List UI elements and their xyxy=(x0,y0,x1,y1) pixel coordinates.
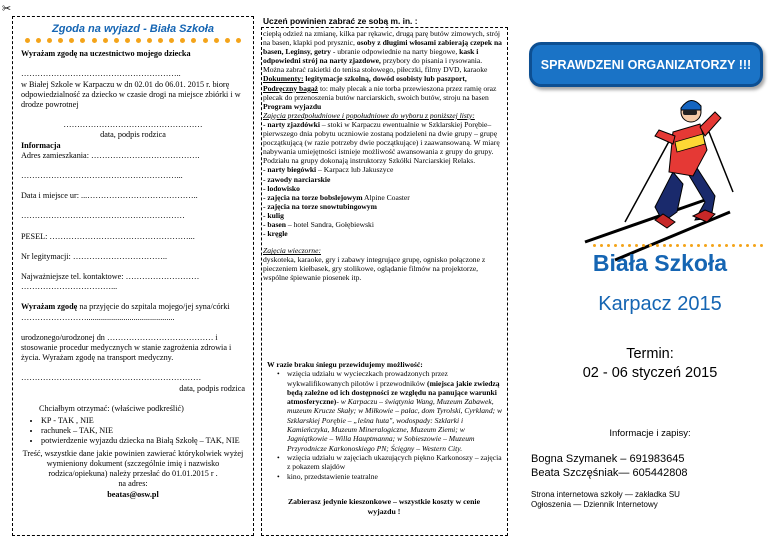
pocket-money-note: Zabierasz jedynie kieszonkowe – wszystkie koszty w cenie wyjazdu ! xyxy=(287,497,481,516)
info-heading: Informacja xyxy=(21,140,61,150)
consent-form-panel xyxy=(12,16,254,536)
activities-heading: Zajęcia przedpołudniowe i popołudniowe do wyboru z poniższej listy: xyxy=(263,110,475,120)
contact-item: Beata Szczęśniak— 605442808 xyxy=(531,467,688,479)
birth-blank: …………………………………………………… xyxy=(21,211,185,221)
cover-subtitle: Karpacz 2015 xyxy=(598,293,722,315)
receipt-heading: Chciałbym otrzymać: (właściwe podkreślić) xyxy=(39,403,184,413)
info-label: Informacje i zapisy: xyxy=(609,428,691,439)
list-item: • kino, przedstawienie teatralne xyxy=(277,472,503,481)
scissors-icon: ✂ xyxy=(2,2,12,15)
organizers-banner: SPRAWDZENI ORGANIZATORZY !!! xyxy=(529,42,763,87)
signature-label-2: data, podpis rodzica xyxy=(179,383,245,393)
list-item: • KP - TAK , NIE xyxy=(41,416,245,426)
list-item: • wzięcia udziału w wycieczkach prowadzonych przez wykwalifikowanych pilotów i przewodników (miejsca jakie zwiedzą będą zależne od ich dostępności ze względu na panujące warunki atmosferyczne)- w Karpaczu – świątynia Wang, Muzeum Zabawek, muzeum Krucze Skały; w Miłkowie – pałac, dom Tyrolski, Cyrkland; w Szklarskiej Porębie – „leśna huta", wodospady: Szklarki i Kamieńczyka, Muzeum Mineralogiczne, Muzeum Ziemi; w Jagniątkowie – Willa Hauptmanna; w Sobieszowie – Muzeum Przyrodnicze Karkonoskiego PN; Ścięgny – Western City. xyxy=(277,369,503,453)
address-field: Adres zamieszkania: …………………………………. xyxy=(21,150,200,160)
child-name-blank: ………………………………………………….. xyxy=(21,69,181,79)
dotted-divider xyxy=(593,244,763,247)
no-snow-section xyxy=(267,360,503,481)
term-block xyxy=(535,345,765,383)
packing-program-panel xyxy=(261,16,508,536)
activity-item: - zajęcia na torze snowtubingowym xyxy=(263,201,377,211)
address-label: na adres: xyxy=(118,479,148,489)
cover-title: Biała Szkoła xyxy=(592,250,728,276)
activity-item: - zajęcia na torze bobslejowym Alpine Coaster xyxy=(263,192,410,202)
consent-title: Zgoda na wyjazd - Biała Szkoła xyxy=(52,23,214,35)
contact-list xyxy=(531,452,763,480)
pesel-field: PESEL: ……………………………………………... xyxy=(21,231,195,241)
web-line: Strona internetowa szkoły — zakładka SU xyxy=(531,490,680,499)
activity-item: - narty zjazdówki – stoki w Karpaczu ewentualnie w Szklarskiej Porębie– pierwszego dnia pobytu uczniowie zostaną podzieleni na dwie grupy – grupę początkującą (w razie potrzeby dwie początkujące) i zaawansowaną. W miarę nabywania umiejętności istnieje możliwość awansowania z grupy do grupy. Podziału na grupy dokonają instruktorzy Szkółki Narciarskiej Relaks. xyxy=(263,119,500,166)
documents-line: Dokumenty: legitymacje szkolną, dowód osobisty lub paszport, xyxy=(263,74,467,84)
contact-phone-field: Najważniejsze tel. kontaktowe: ……………………… xyxy=(21,272,200,282)
consent-line: Wyrażam zgodę na uczestnictwo mojego dziecka xyxy=(21,49,191,59)
cover-panel xyxy=(515,0,768,543)
packing-list: ciepłą odzież na zmianę, kilka par rękawic, drugą parę butów zimowych, strój na basen, klapki pod prysznic, osoby z długimi włosami zabierają czepek na basen, Leginsy, getry - ubranie odpowiednie na narty biegowe, kask i odpowiedni strój na narty zjazdowe, przybory do pisania i rysowania. Można zabrać rakietki do tenisa stołowego, piłeczki, filmy DVD, karaoke xyxy=(263,29,502,75)
signature-label: data, podpis rodzica xyxy=(100,130,166,140)
activity-item: - kręgle xyxy=(263,229,288,239)
trip-consent-text: w Białej Szkole w Karpaczu w dn 02.01 do 06.01. 2015 r. biorę odpowiedzialność za dziecko w czasie drogi na miejsce zbiórki i w drodze powrotnej xyxy=(21,79,241,110)
packing-text xyxy=(263,29,503,283)
list-item: • rachunek – TAK, NIE xyxy=(41,426,245,436)
term-dates: 02 - 06 styczeń 2015 xyxy=(582,365,718,381)
list-item: • wzięcia udziału w zajęciach ukazujących piękno Karkonoszy – zajęcia z pokazem slajdów xyxy=(277,453,503,472)
receipt-options xyxy=(41,416,245,447)
no-snow-list xyxy=(277,369,503,481)
signature-blank: …………………………………………… xyxy=(63,120,203,130)
activity-item: - zawody narciarskie xyxy=(263,174,331,184)
list-item: • potwierdzenie wyjazdu dziecka na Białą Szkołę – TAK, NIE xyxy=(41,436,245,446)
address-blank: …………………………………………………... xyxy=(21,171,183,181)
program-heading: Program wyjazdu xyxy=(263,101,322,111)
signature-blank-2: ………………………………………………………… xyxy=(21,373,202,383)
luggage-line: Podręczny bagaż to: mały plecak a nie torba przewieszona przez ramię oraz plecak do przenoszenia butów narciarskich, swoich butów, stroju na basen xyxy=(263,83,497,102)
activity-item: - kulig xyxy=(263,210,284,220)
evening-heading: Zajęcia wieczorne: xyxy=(263,246,321,256)
no-snow-heading: W razie braku śniegu przewidujemy możliwość: xyxy=(267,360,423,369)
email-address: beatas@osw.pl xyxy=(107,489,159,499)
activity-item: - basen – hotel Sandra, Gołębiewski xyxy=(263,219,374,229)
hospital-consent: Wyrażam zgodę na przyjęcie do szpitala mojego/jej syna/córki ……………………........................................... xyxy=(21,302,230,322)
dotted-divider xyxy=(21,38,245,43)
delivery-instructions: Treść, wszystkie dane jakie powinien zawierać którykolwiek wyżej wymieniony dokument (szczególnie imię i nazwisko rodzica/opiekuna) należy przesłać do 01.01.2015 r . xyxy=(22,448,244,479)
contact-item: Bogna Szymanek – 691983645 xyxy=(531,453,685,465)
id-card-field: Nr legitymacji: …………………………….. xyxy=(21,251,167,261)
birth-date-consent: urodzonego/urodzonej dn ………………………………… i stosowanie procedur medycznych w stanie zagrożenia zdrowia i życia. Wyrażam zgodę na transport medyczny. xyxy=(21,332,232,363)
web-line: Ogłoszenia — Dziennik Internetowy xyxy=(531,500,658,509)
packing-heading: Uczeń powinien zabrać ze sobą m. in. : xyxy=(263,16,418,26)
web-info xyxy=(531,490,763,510)
skier-illustration xyxy=(555,72,755,272)
contact-phone-blank: ……………………………... xyxy=(21,282,118,292)
activity-item: - narty biegówki – Karpacz lub Jakuszyce xyxy=(263,165,394,175)
activity-item: - lodowisko xyxy=(263,183,300,193)
evening-text: dyskoteka, karaoke, gry i zabawy integrujące grupę, ognisko połączone z pieczeniem kiełbasek, gry stolikowe, oglądanie filmów na projektorze, wspólne śpiewanie piosenek itp. xyxy=(263,255,486,283)
term-label: Termin: xyxy=(626,346,674,362)
birth-field: Data i miejsce ur: ...………………………………….. xyxy=(21,191,198,201)
